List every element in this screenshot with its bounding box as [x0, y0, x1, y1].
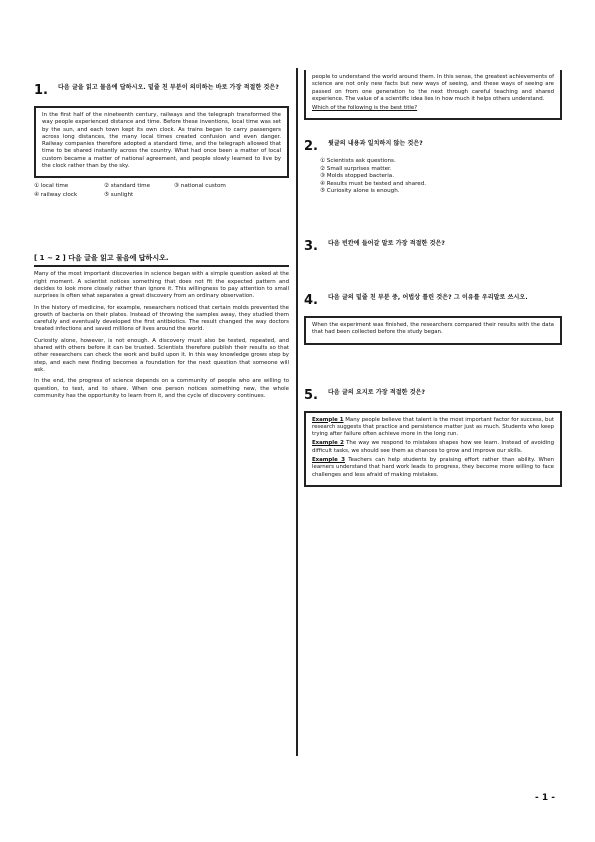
choice[interactable]: ④ railway clock [34, 192, 78, 199]
option[interactable]: ④ Results must be tested and shared. [320, 180, 427, 187]
example-text: Teachers can help students by praising effort rather than ability. When learners understand that hard work leads to progress, they become more willing to face challenges and less afraid of making mistakes. [312, 457, 554, 478]
section-2 [34, 253, 289, 400]
section-paragraph: Curiosity alone, however, is not enough. A discovery must also be tested, repeated, and shared with others before it can be trusted. Scientists therefore publish their results so that other researchers can check the work and build upon it. In this way knowledge grows step by step, and each new finding becomes a foundation for the next question that someone will ask. [34, 337, 289, 373]
choice[interactable]: ③ national custom [174, 183, 226, 190]
question-5 [304, 389, 562, 403]
examples-box [304, 411, 562, 487]
question-text: 다음 글의 요지로 가장 적절한 것은? [328, 388, 426, 396]
answer-choices [34, 182, 289, 190]
box-text: When the experiment was finished, the researchers compared their results with the data that had been collected before the study began. [312, 321, 554, 336]
question-4 [304, 294, 562, 308]
section-paragraph: In the history of medicine, for example, researchers noticed that certain molds prevented the growth of bacteria on their plates. Instead of throwing the samples away, they studied them carefully and eventually developed the first antibiotics. The result changed the way doctors treated infections and saved millions of lives around the world. [34, 304, 289, 333]
question-text: 다음 글의 밑줄 친 부분 중, 어법상 틀린 것은? 그 이유를 우리말로 쓰시오. [328, 293, 528, 301]
question-4-box [304, 316, 562, 345]
question-1 [34, 84, 289, 98]
continued-text: people to understand the world around them. In this sense, the greatest achievements of science are not only new facts but new ways of seeing, and these ways of seeing are passed on from one generation to the next through careful teaching and shared experience. The value of a scientific idea lies in how much it helps others understand. [312, 74, 554, 102]
right-column [304, 70, 562, 487]
question-3 [304, 240, 562, 254]
section-title: [ 1 ~ 2 ] 다음 글을 읽고 물음에 답하시오. [34, 253, 289, 267]
question-number: 2. [304, 139, 318, 155]
example-item [312, 457, 554, 479]
example-item [312, 417, 554, 439]
example-item [312, 440, 554, 455]
question-2 [304, 140, 562, 154]
section-paragraph: In the end, the progress of science depends on a community of people who are willing to question, to test, and to share. When one person notices something new, the whole community has the opportunity to learn from it, and the cycle of discovery continues. [34, 378, 289, 399]
continued-footer: Which of the following is the best title? [312, 105, 418, 112]
section-paragraph: Many of the most important discoveries in science began with a simple question asked at the right moment. A scientist notices something that does not fit the expected pattern and decides to look more closely rather than ignore it. This willingness to pay attention to small surprises is often what separates a great discovery from an ordinary observation. [34, 271, 289, 300]
answer-choices [34, 191, 289, 199]
choice[interactable]: ① local time [34, 183, 69, 190]
question-number: 1. [34, 83, 48, 98]
question-number: 4. [304, 292, 318, 308]
example-label: Example 3 [312, 457, 345, 464]
question-text: 윗글의 내용과 일치하지 않는 것은? [328, 140, 423, 148]
section-body [34, 271, 289, 400]
question-text: 다음 글을 읽고 물음에 답하시오. 밑줄 친 부분이 의미하는 바로 가장 적절한 것은? [58, 84, 279, 91]
question-text: 다음 빈칸에 들어갈 말로 가장 적절한 것은? [328, 239, 445, 247]
question-number: 3. [304, 238, 318, 254]
example-text: Many people believe that talent is the most important factor for success, but research suggests that practice and persistence matter just as much. Students who keep trying after failure often achieve more in the long run. [312, 416, 555, 438]
passage-box [34, 106, 289, 178]
option-list [304, 158, 562, 196]
option[interactable]: ② Small surprises matter. [320, 165, 392, 172]
example-label: Example 1 [312, 416, 344, 423]
option[interactable]: ⑤ Curiosity alone is enough. [320, 188, 400, 195]
example-text: The way we respond to mistakes shapes how we learn. Instead of avoiding difficult tasks, we should see them as chances to grow and improve our skills. [312, 440, 555, 454]
choice[interactable]: ② standard time [104, 183, 151, 190]
passage-paragraph: In the first half of the nineteenth century, railways and the telegraph transformed the way people experienced distance and time. Before these inventions, local time was set by the sun, and each town kept its own clock. As trains began to carry passengers across long distances, the many local times created confusion and even danger. Railway companies therefore adopted a standard time, and the telegraph allowed that time to be shared instantly across the country. What had once been a matter of local custom became a matter of national agreement, and people slowly learned to live by the clock rather than by the sky. [42, 112, 281, 170]
left-column [34, 70, 289, 404]
continued-passage-box [304, 70, 562, 120]
column-divider [296, 68, 298, 756]
example-label: Example 2 [312, 440, 344, 447]
option[interactable]: ③ Molds stopped bacteria. [320, 173, 394, 180]
page-number: - 1 - [535, 793, 555, 803]
choice[interactable]: ⑤ sunlight [104, 192, 134, 199]
question-number: 5. [304, 387, 318, 403]
option[interactable]: ① Scientists ask questions. [320, 158, 396, 165]
